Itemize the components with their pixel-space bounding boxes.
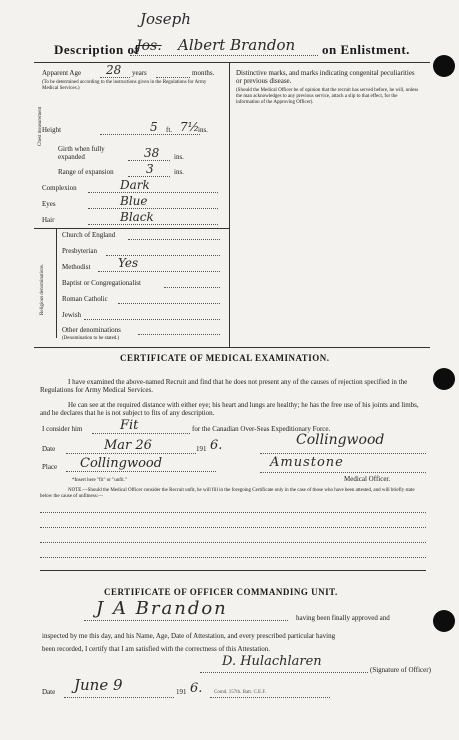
- commanding-signature-label: (Signature of Officer): [370, 666, 431, 674]
- medical-officer-signature: Amustone: [270, 455, 344, 470]
- consider-suffix: for the Canadian Over-Seas Expeditionary Force.: [192, 425, 331, 433]
- religion-row-2-label: Methodist: [62, 263, 91, 271]
- height-ins-unit: ins.: [198, 126, 208, 134]
- medical-date-value: Mar 26: [104, 438, 152, 453]
- range-label: Range of expansion: [58, 168, 114, 176]
- range-unit: ins.: [174, 168, 184, 176]
- religion-row-5-label: Jewish: [62, 311, 82, 319]
- name-struck: Jos.: [136, 38, 162, 54]
- height-ft-unit: ft.: [166, 126, 173, 134]
- eyes-label: Eyes: [42, 200, 56, 208]
- medical-year-value: 6.: [210, 438, 223, 453]
- range-value: 3: [146, 162, 154, 176]
- age-note: (To be determined according to the instructions given in the Regulations for Army Medical Services.): [42, 80, 207, 91]
- enlistee-name: Albert Brandon: [178, 36, 296, 54]
- hair-value: Black: [120, 210, 154, 224]
- religion-side-label: Religious denominations.: [40, 263, 45, 315]
- age-months-unit: months.: [192, 69, 215, 77]
- religion-row-3-label: Baptist or Congregationalist: [62, 279, 141, 287]
- religion-row-4-label: Roman Catholic: [62, 295, 108, 303]
- medical-title: CERTIFICATE OF MEDICAL EXAMINATION.: [120, 353, 330, 363]
- binder-hole-middle: [433, 368, 455, 390]
- commanding-name-value: J A Brandon: [96, 598, 228, 619]
- religion-row-6-label: Other denominations: [62, 326, 121, 334]
- title-prefix: Description of: [54, 42, 140, 57]
- medical-place-label: Place: [42, 463, 58, 471]
- name-inserted: Joseph: [140, 10, 191, 28]
- age-label: Apparent Age: [42, 69, 82, 77]
- age-value: 28: [106, 63, 122, 77]
- marks-note: (Should the Medical Officer be of opinion that the recruit has served before, he will, unless the man acknowledges to any previous service, attach a slip to that effect, for the information of the Approving Officer).: [236, 88, 419, 105]
- commanding-year-prefix: 191: [176, 688, 187, 696]
- girth-value: 38: [144, 146, 160, 160]
- medical-signature-place: Collingwood: [296, 432, 385, 448]
- marks-title: Distinctive marks, and marks indicating congenital peculiarities or previous disease.: [236, 69, 415, 85]
- commanding-text-1: having been finally approved and: [296, 614, 390, 622]
- binder-hole-top: [433, 55, 455, 77]
- medical-date-label: Date: [42, 445, 56, 453]
- medical-para2: He can see at the required distance with either eye; his heart and lungs are healthy; he has the free use of his joints and limbs, and he declares that he is not subject to fits of any description.: [40, 401, 419, 417]
- hair-label: Hair: [42, 216, 55, 224]
- complexion-label: Complexion: [42, 184, 77, 192]
- medical-para1: I have examined the above-named Recruit and find that he does not present any of the causes of rejection specified in the Regulations for Army Medical Services.: [40, 378, 408, 394]
- religion-row-2-value: Yes: [118, 256, 139, 270]
- medical-officer-label: Medical Officer.: [344, 475, 391, 483]
- title-suffix: on Enlistment.: [322, 42, 410, 57]
- chest-label: Chest measurement: [38, 106, 43, 146]
- commanding-title: CERTIFICATE OF OFFICER COMMANDING UNIT.: [104, 587, 338, 597]
- height-label: Height: [42, 126, 62, 134]
- medical-place-value: Collingwood: [80, 456, 163, 471]
- height-in-value: 7½: [180, 120, 200, 134]
- religion-row-1-label: Presbyterian: [62, 247, 97, 255]
- commanding-stamp: Comd. 157th. Batt. C.E.F.: [214, 690, 266, 695]
- eyes-value: Blue: [120, 194, 148, 208]
- commanding-officer-signature: D. Hulachlaren: [222, 654, 322, 669]
- commanding-text-3: been recorded, I certify that I am satisfied with the correctness of this Attestation.: [42, 645, 271, 653]
- age-years-unit: years: [132, 69, 147, 77]
- commanding-year-value: 6.: [190, 681, 203, 696]
- complexion-value: Dark: [120, 178, 150, 192]
- religion-row-0-label: Church of England: [62, 231, 116, 239]
- commanding-text-2: inspected by me this day, and his Name, Age, Date of Attestation, and every prescribed particular having: [42, 632, 336, 640]
- medical-year-prefix: 191: [196, 445, 207, 453]
- commanding-date-label: Date: [42, 688, 56, 696]
- fitness-value: Fit: [120, 418, 139, 433]
- consider-label: I consider him: [42, 425, 83, 433]
- binder-hole-bottom: [433, 610, 455, 632]
- girth-unit: ins.: [174, 153, 184, 161]
- insert-note: *Insert here "fit" or "unfit.": [72, 478, 127, 483]
- religion-note: (Denomination to be stated.): [62, 336, 120, 341]
- girth-label: Girth when fully expanded: [58, 145, 105, 161]
- unfit-note: NOTE.—Should the Medical Officer consider the Recruit unfit, he will fill in the foregoing Certificate only in the case of those who have been attested, and will briefly state below the cause of unfitness:—: [40, 488, 415, 499]
- height-ft-value: 5: [150, 120, 158, 134]
- commanding-date-value: June 9: [74, 676, 123, 694]
